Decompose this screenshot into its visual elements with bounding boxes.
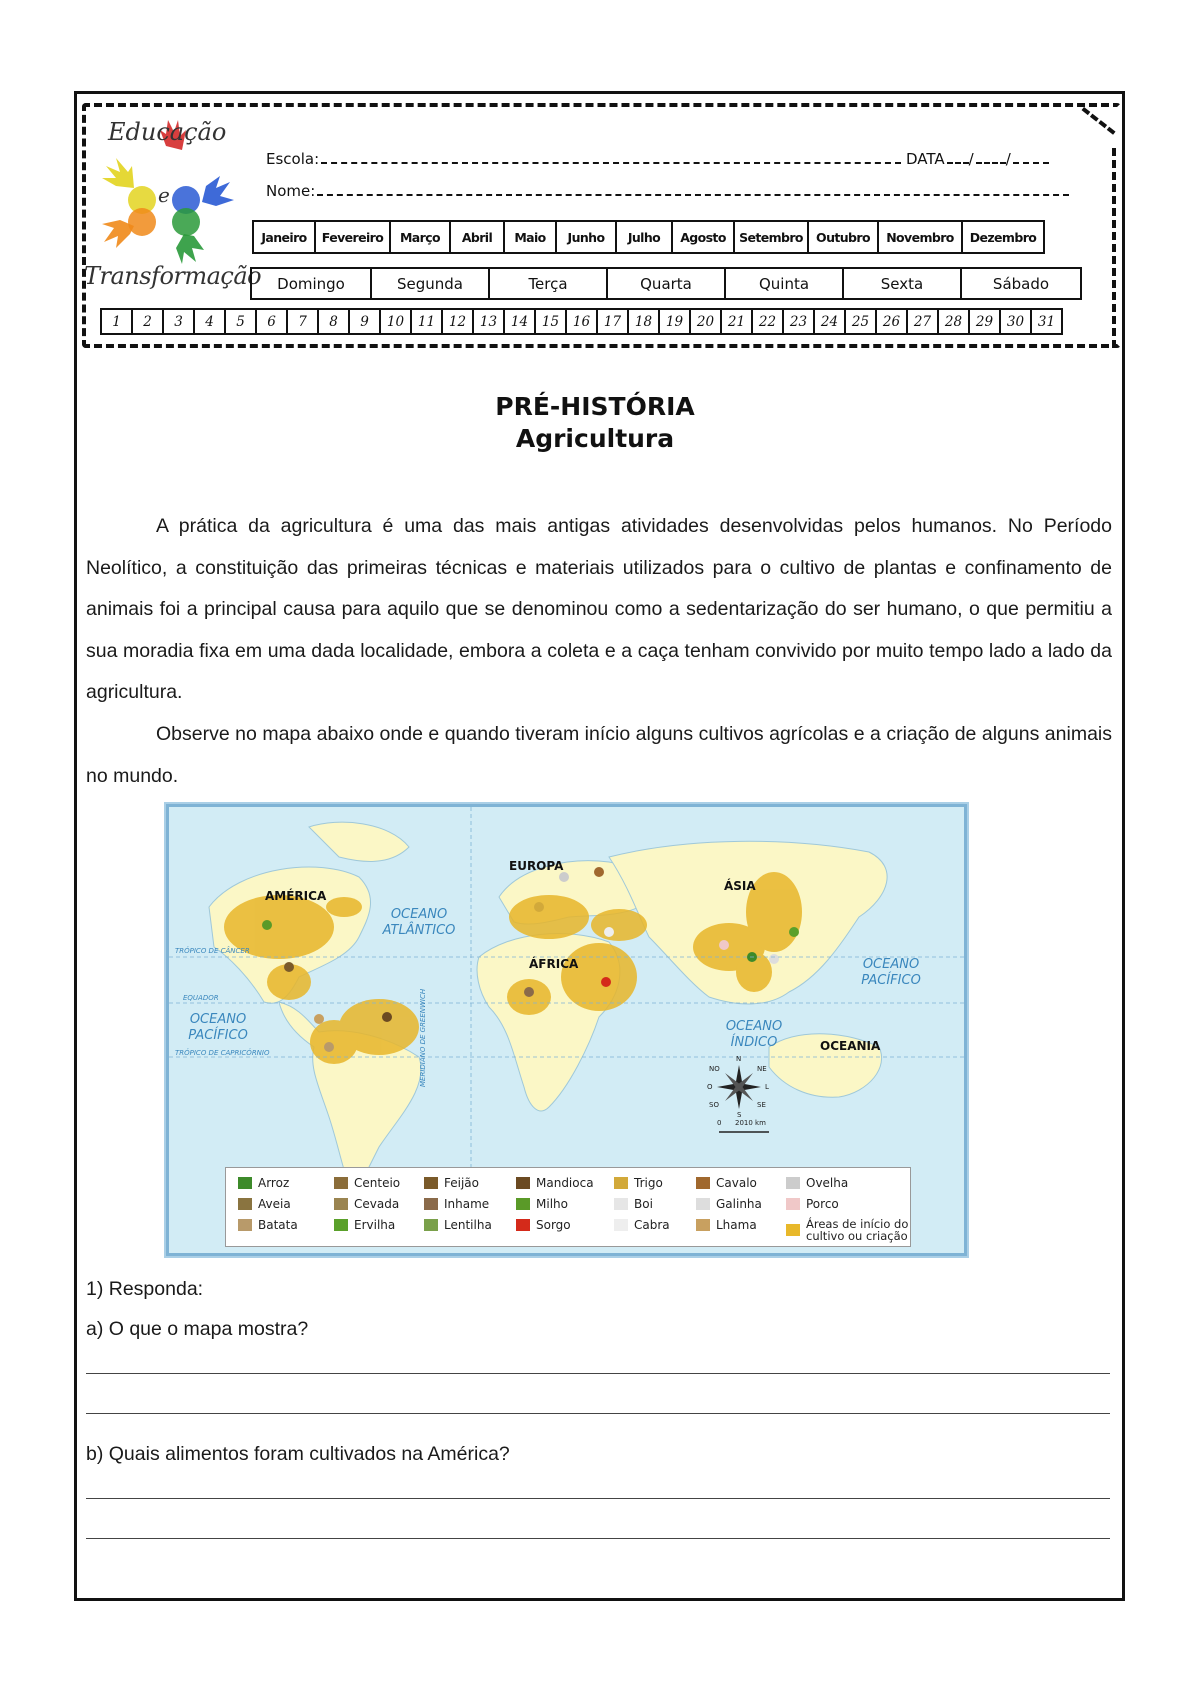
world-map (166, 804, 967, 1256)
day-cell[interactable]: 12 (441, 308, 474, 335)
compass-se: SE (757, 1101, 766, 1109)
day-cell[interactable]: 3 (162, 308, 195, 335)
cavalo-marker (594, 867, 604, 877)
legend-label: Lhama (716, 1218, 757, 1232)
questions-intro: 1) Responda: (86, 1278, 204, 1300)
legend-item (516, 1197, 568, 1211)
legend-item (334, 1197, 399, 1211)
paragraph-2 (86, 714, 1112, 797)
label-oceania: OCEANIA (820, 1039, 881, 1053)
label-ocean-pacifico-w: OCEANO PACÍFICO (188, 1012, 248, 1043)
legend-label: Batata (258, 1218, 298, 1232)
label-ocean-pacifico-e: OCEANO PACÍFICO (861, 957, 921, 988)
legend-label: Porco (806, 1197, 839, 1211)
legend-swatch-icon (238, 1219, 252, 1231)
lhama-marker (314, 1014, 324, 1024)
month-cell[interactable]: Outubro (807, 220, 879, 254)
header-border-right (1112, 148, 1116, 348)
yellow-hand (102, 158, 134, 188)
date-label: DATA (906, 150, 945, 168)
day-cell[interactable]: 24 (813, 308, 846, 335)
month-cell[interactable]: Maio (503, 220, 557, 254)
month-cell[interactable]: Novembro (877, 220, 963, 254)
legend-item (786, 1197, 839, 1211)
day-cell[interactable]: 7 (286, 308, 319, 335)
legend-label: Lentilha (444, 1218, 492, 1232)
question-b: b) Quais alimentos foram cultivados na América? (86, 1443, 510, 1465)
legend-item (696, 1176, 757, 1190)
label-greenwich: MERIDIANO DE GREENWICH (419, 988, 427, 1087)
label-equator: EQUADOR (183, 994, 219, 1002)
day-cell[interactable]: 5 (224, 308, 257, 335)
day-cell[interactable]: 28 (937, 308, 970, 335)
day-cell[interactable]: 2 (131, 308, 164, 335)
answer-line-a2[interactable] (86, 1413, 1110, 1414)
legend-label: Arroz (258, 1176, 290, 1190)
scale-distance: 2010 km (735, 1119, 766, 1127)
logo-bottom-text: Transformação (84, 262, 262, 290)
month-cell[interactable]: Março (389, 220, 451, 254)
day-cell[interactable]: 25 (844, 308, 877, 335)
weekdays-row (250, 267, 1080, 300)
label-tropic-cancer: TRÓPICO DE CÂNCER (175, 947, 250, 955)
day-cell[interactable]: 11 (410, 308, 443, 335)
months-row (252, 220, 1043, 254)
date-sep-1: / (968, 150, 974, 168)
legend-item (614, 1218, 670, 1232)
compass-l: L (765, 1083, 769, 1091)
map-legend (225, 1167, 911, 1247)
days-row (100, 308, 1061, 335)
legend-item (238, 1197, 291, 1211)
legend-swatch-icon (696, 1177, 710, 1189)
page-subtitle: Agricultura (515, 424, 675, 453)
legend-label: Galinha (716, 1197, 762, 1211)
legend-swatch-icon (614, 1198, 628, 1210)
label-europa: EUROPA (509, 859, 564, 873)
legend-swatch-icon (696, 1198, 710, 1210)
answer-line-b2[interactable] (86, 1538, 1110, 1539)
legend-label: Áreas de início do cultivo ou criação (806, 1217, 909, 1243)
paragraph-1 (86, 506, 1112, 714)
month-cell[interactable]: Julho (615, 220, 673, 254)
legend-swatch-icon (614, 1177, 628, 1189)
legend-swatch-icon (334, 1198, 348, 1210)
legend-swatch-icon (786, 1224, 800, 1236)
scale-zero: 0 (717, 1119, 722, 1127)
compass-icon (717, 1065, 761, 1109)
legend-item (786, 1218, 916, 1242)
label-asia: ÁSIA (724, 879, 756, 893)
compass-so: SO (709, 1101, 719, 1109)
legend-item (424, 1176, 479, 1190)
legend-item (696, 1197, 762, 1211)
trigo-marker (534, 902, 544, 912)
day-cell[interactable]: 6 (255, 308, 288, 335)
legend-swatch-icon (424, 1177, 438, 1189)
day-cell[interactable]: 23 (782, 308, 815, 335)
legend-label: Trigo (634, 1176, 663, 1190)
month-cell[interactable]: Dezembro (961, 220, 1045, 254)
origin-area (326, 897, 362, 917)
feijao-marker (284, 962, 294, 972)
label-tropic-capricorn: TRÓPICO DE CAPRICÓRNIO (175, 1049, 270, 1057)
legend-swatch-icon (424, 1198, 438, 1210)
legend-item (334, 1218, 395, 1232)
month-cell[interactable]: Fevereiro (314, 220, 391, 254)
legend-swatch-icon (786, 1198, 800, 1210)
logo-top-text: Educação (108, 118, 227, 146)
inhame-marker (524, 987, 534, 997)
legend-item (424, 1197, 489, 1211)
label-ocean-indico: OCEANO ÍNDICO (725, 1019, 783, 1050)
compass-o: O (707, 1083, 713, 1091)
origin-area (509, 895, 589, 939)
compass-s: S (737, 1111, 742, 1119)
legend-label: Cavalo (716, 1176, 757, 1190)
legend-swatch-icon (238, 1177, 252, 1189)
day-cell[interactable]: 20 (689, 308, 722, 335)
porco-marker (719, 940, 729, 950)
answer-line-b1[interactable] (86, 1498, 1110, 1499)
day-cell[interactable]: 10 (379, 308, 412, 335)
paragraph-1-text: A prática da agricultura é uma das mais antigas atividades desenvolvidas pelos humanos. No Período Neolítico, a constituição das primeiras técnicas e materiais utilizados para o cultivo de plantas e confinamento de animais foi a principal causa para aquilo que se denominou como a sedentarização do ser humano, o que permitiu a sua moradia fixa em uma dada localidade, embora a coleta e a caça tenham convivido por muito tempo lado a lado da agricultura. (86, 515, 1112, 703)
day-cell[interactable]: 22 (751, 308, 784, 335)
name-label: Nome: (266, 182, 316, 200)
legend-label: Mandioca (536, 1176, 594, 1190)
legend-item (516, 1176, 594, 1190)
weekday-cell[interactable]: Sexta (842, 267, 962, 300)
page-title: PRÉ-HISTÓRIA (495, 392, 695, 421)
label-africa: ÁFRICA (529, 957, 579, 971)
legend-label: Ovelha (806, 1176, 849, 1190)
name-line[interactable] (317, 193, 1069, 196)
legend-swatch-icon (424, 1219, 438, 1231)
legend-swatch-icon (334, 1177, 348, 1189)
legend-label: Boi (634, 1197, 653, 1211)
milho-marker (262, 920, 272, 930)
day-cell[interactable]: 18 (627, 308, 660, 335)
label-ocean-atlantico: OCEANO ATLÂNTICO (382, 907, 456, 938)
day-cell[interactable]: 31 (1030, 308, 1063, 335)
month-cell[interactable]: Agosto (671, 220, 735, 254)
batata-marker (324, 1042, 334, 1052)
cabra-marker (604, 927, 614, 937)
legend-label: Feijão (444, 1176, 479, 1190)
date-sep-2: / (1005, 150, 1011, 168)
day-cell[interactable]: 4 (193, 308, 226, 335)
legend-label: Milho (536, 1197, 568, 1211)
legend-item (238, 1218, 298, 1232)
school-line[interactable] (321, 161, 901, 164)
day-cell[interactable]: 1 (100, 308, 133, 335)
day-cell[interactable]: 29 (968, 308, 1001, 335)
school-label: Escola: (266, 150, 320, 168)
month-cell[interactable]: Abril (449, 220, 505, 254)
day-cell[interactable]: 17 (596, 308, 629, 335)
day-cell[interactable]: 8 (317, 308, 350, 335)
ervilha-marker (789, 927, 799, 937)
day-cell[interactable]: 19 (658, 308, 691, 335)
school-field[interactable] (266, 150, 901, 168)
legend-item (786, 1176, 848, 1190)
day-cell[interactable]: 27 (906, 308, 939, 335)
mandioca-marker (382, 1012, 392, 1022)
day-cell[interactable]: 13 (472, 308, 505, 335)
legend-label: Inhame (444, 1197, 490, 1211)
answer-line-a1[interactable] (86, 1373, 1110, 1374)
legend-item (696, 1218, 757, 1232)
legend-swatch-icon (614, 1219, 628, 1231)
weekday-cell[interactable]: Segunda (370, 267, 490, 300)
weekday-cell[interactable]: Terça (488, 267, 608, 300)
legend-item (238, 1176, 289, 1190)
legend-label: Cevada (354, 1197, 400, 1211)
day-cell[interactable]: 26 (875, 308, 908, 335)
weekday-cell[interactable]: Domingo (250, 267, 372, 300)
question-a: a) O que o mapa mostra? (86, 1318, 309, 1340)
ovelha-marker (559, 872, 569, 882)
galinha-marker (769, 954, 779, 964)
month-cell[interactable]: Janeiro (252, 220, 316, 254)
origin-area (310, 1020, 358, 1064)
legend-label: Sorgo (536, 1218, 571, 1232)
legend-label: Cabra (634, 1218, 670, 1232)
compass-n: N (736, 1055, 742, 1063)
day-cell[interactable]: 30 (999, 308, 1032, 335)
legend-item (614, 1176, 663, 1190)
day-cell[interactable]: 21 (720, 308, 753, 335)
weekday-cell[interactable]: Quarta (606, 267, 726, 300)
day-cell[interactable]: 14 (503, 308, 536, 335)
legend-swatch-icon (238, 1198, 252, 1210)
legend-swatch-icon (516, 1177, 530, 1189)
legend-swatch-icon (516, 1198, 530, 1210)
blue-hand (202, 176, 234, 206)
legend-item (424, 1218, 492, 1232)
legend-label: Centeio (354, 1176, 401, 1190)
sorgo-marker (601, 977, 611, 987)
origin-area (591, 909, 647, 941)
day-cell[interactable]: 15 (534, 308, 567, 335)
day-cell[interactable]: 16 (565, 308, 598, 335)
legend-item (614, 1197, 653, 1211)
legend-item (516, 1218, 571, 1232)
greenland (309, 822, 409, 861)
legend-label: Ervilha (354, 1218, 396, 1232)
legend-swatch-icon (786, 1177, 800, 1189)
legend-swatch-icon (334, 1219, 348, 1231)
origin-area (561, 943, 637, 1011)
month-cell[interactable]: Setembro (733, 220, 809, 254)
compass-ne: NE (757, 1065, 767, 1073)
legend-swatch-icon (696, 1219, 710, 1231)
green-hand (176, 234, 204, 264)
legend-label: Aveia (258, 1197, 291, 1211)
weekday-cell[interactable]: Sábado (960, 267, 1082, 300)
legend-swatch-icon (516, 1219, 530, 1231)
month-cell[interactable]: Junho (555, 220, 617, 254)
weekday-cell[interactable]: Quinta (724, 267, 844, 300)
label-america: AMÉRICA (265, 889, 327, 903)
day-cell[interactable]: 9 (348, 308, 381, 335)
date-field[interactable] (906, 150, 1049, 168)
name-field[interactable] (266, 182, 1069, 200)
legend-item (334, 1176, 400, 1190)
paragraph-2-text: Observe no mapa abaixo onde e quando tiveram início alguns cultivos agrícolas e a criação de alguns animais no mundo. (86, 723, 1112, 787)
logo-e: e (158, 183, 170, 207)
compass-no: NO (709, 1065, 720, 1073)
